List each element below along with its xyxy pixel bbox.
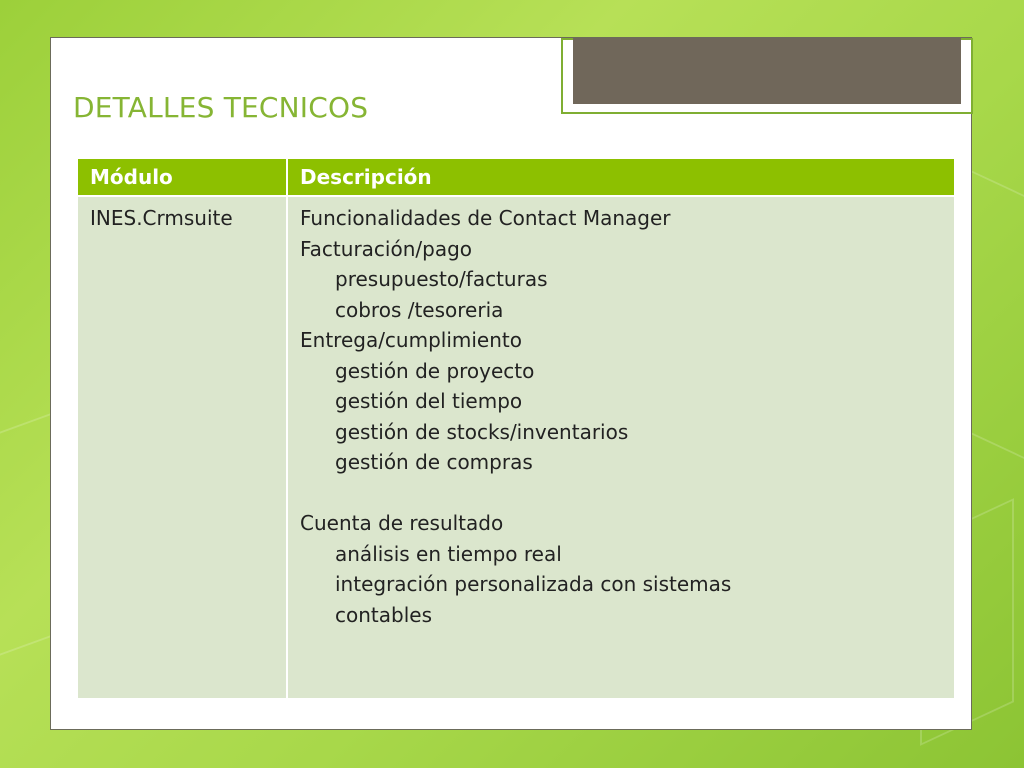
description-line: Cuenta de resultado [300, 511, 504, 535]
description-line: Entrega/cumplimiento [300, 328, 522, 352]
table-row [77, 196, 955, 699]
slide-title: DETALLES TECNICOS [73, 91, 369, 124]
column-header-description: Descripción [287, 158, 955, 196]
description-subline: gestión de stocks/inventarios [335, 419, 629, 444]
title-block [573, 38, 961, 104]
module-cell: INES.Crmsuite [77, 196, 287, 699]
table-header-row [77, 158, 955, 196]
description-subline: gestión del tiempo [335, 389, 523, 413]
description-subline: cobros /tesoreria [335, 297, 504, 322]
description-subline: análisis en tiempo real [335, 541, 562, 566]
title-block-frame [561, 38, 973, 114]
description-subline: gestión de proyecto [335, 358, 535, 383]
description-subline: presupuesto/facturas [335, 267, 548, 291]
details-table [76, 157, 956, 700]
description-subline: contables [335, 602, 432, 627]
column-header-module: Módulo [77, 158, 287, 196]
description-cell [287, 196, 955, 699]
description-spacer [300, 478, 942, 509]
description-line: Facturación/pago [300, 236, 473, 261]
description-subline: gestión de compras [335, 450, 533, 474]
description-line: Funcionalidades de Contact Manager [300, 206, 671, 230]
description-subline: integración personalizada con sistemas [335, 572, 732, 596]
